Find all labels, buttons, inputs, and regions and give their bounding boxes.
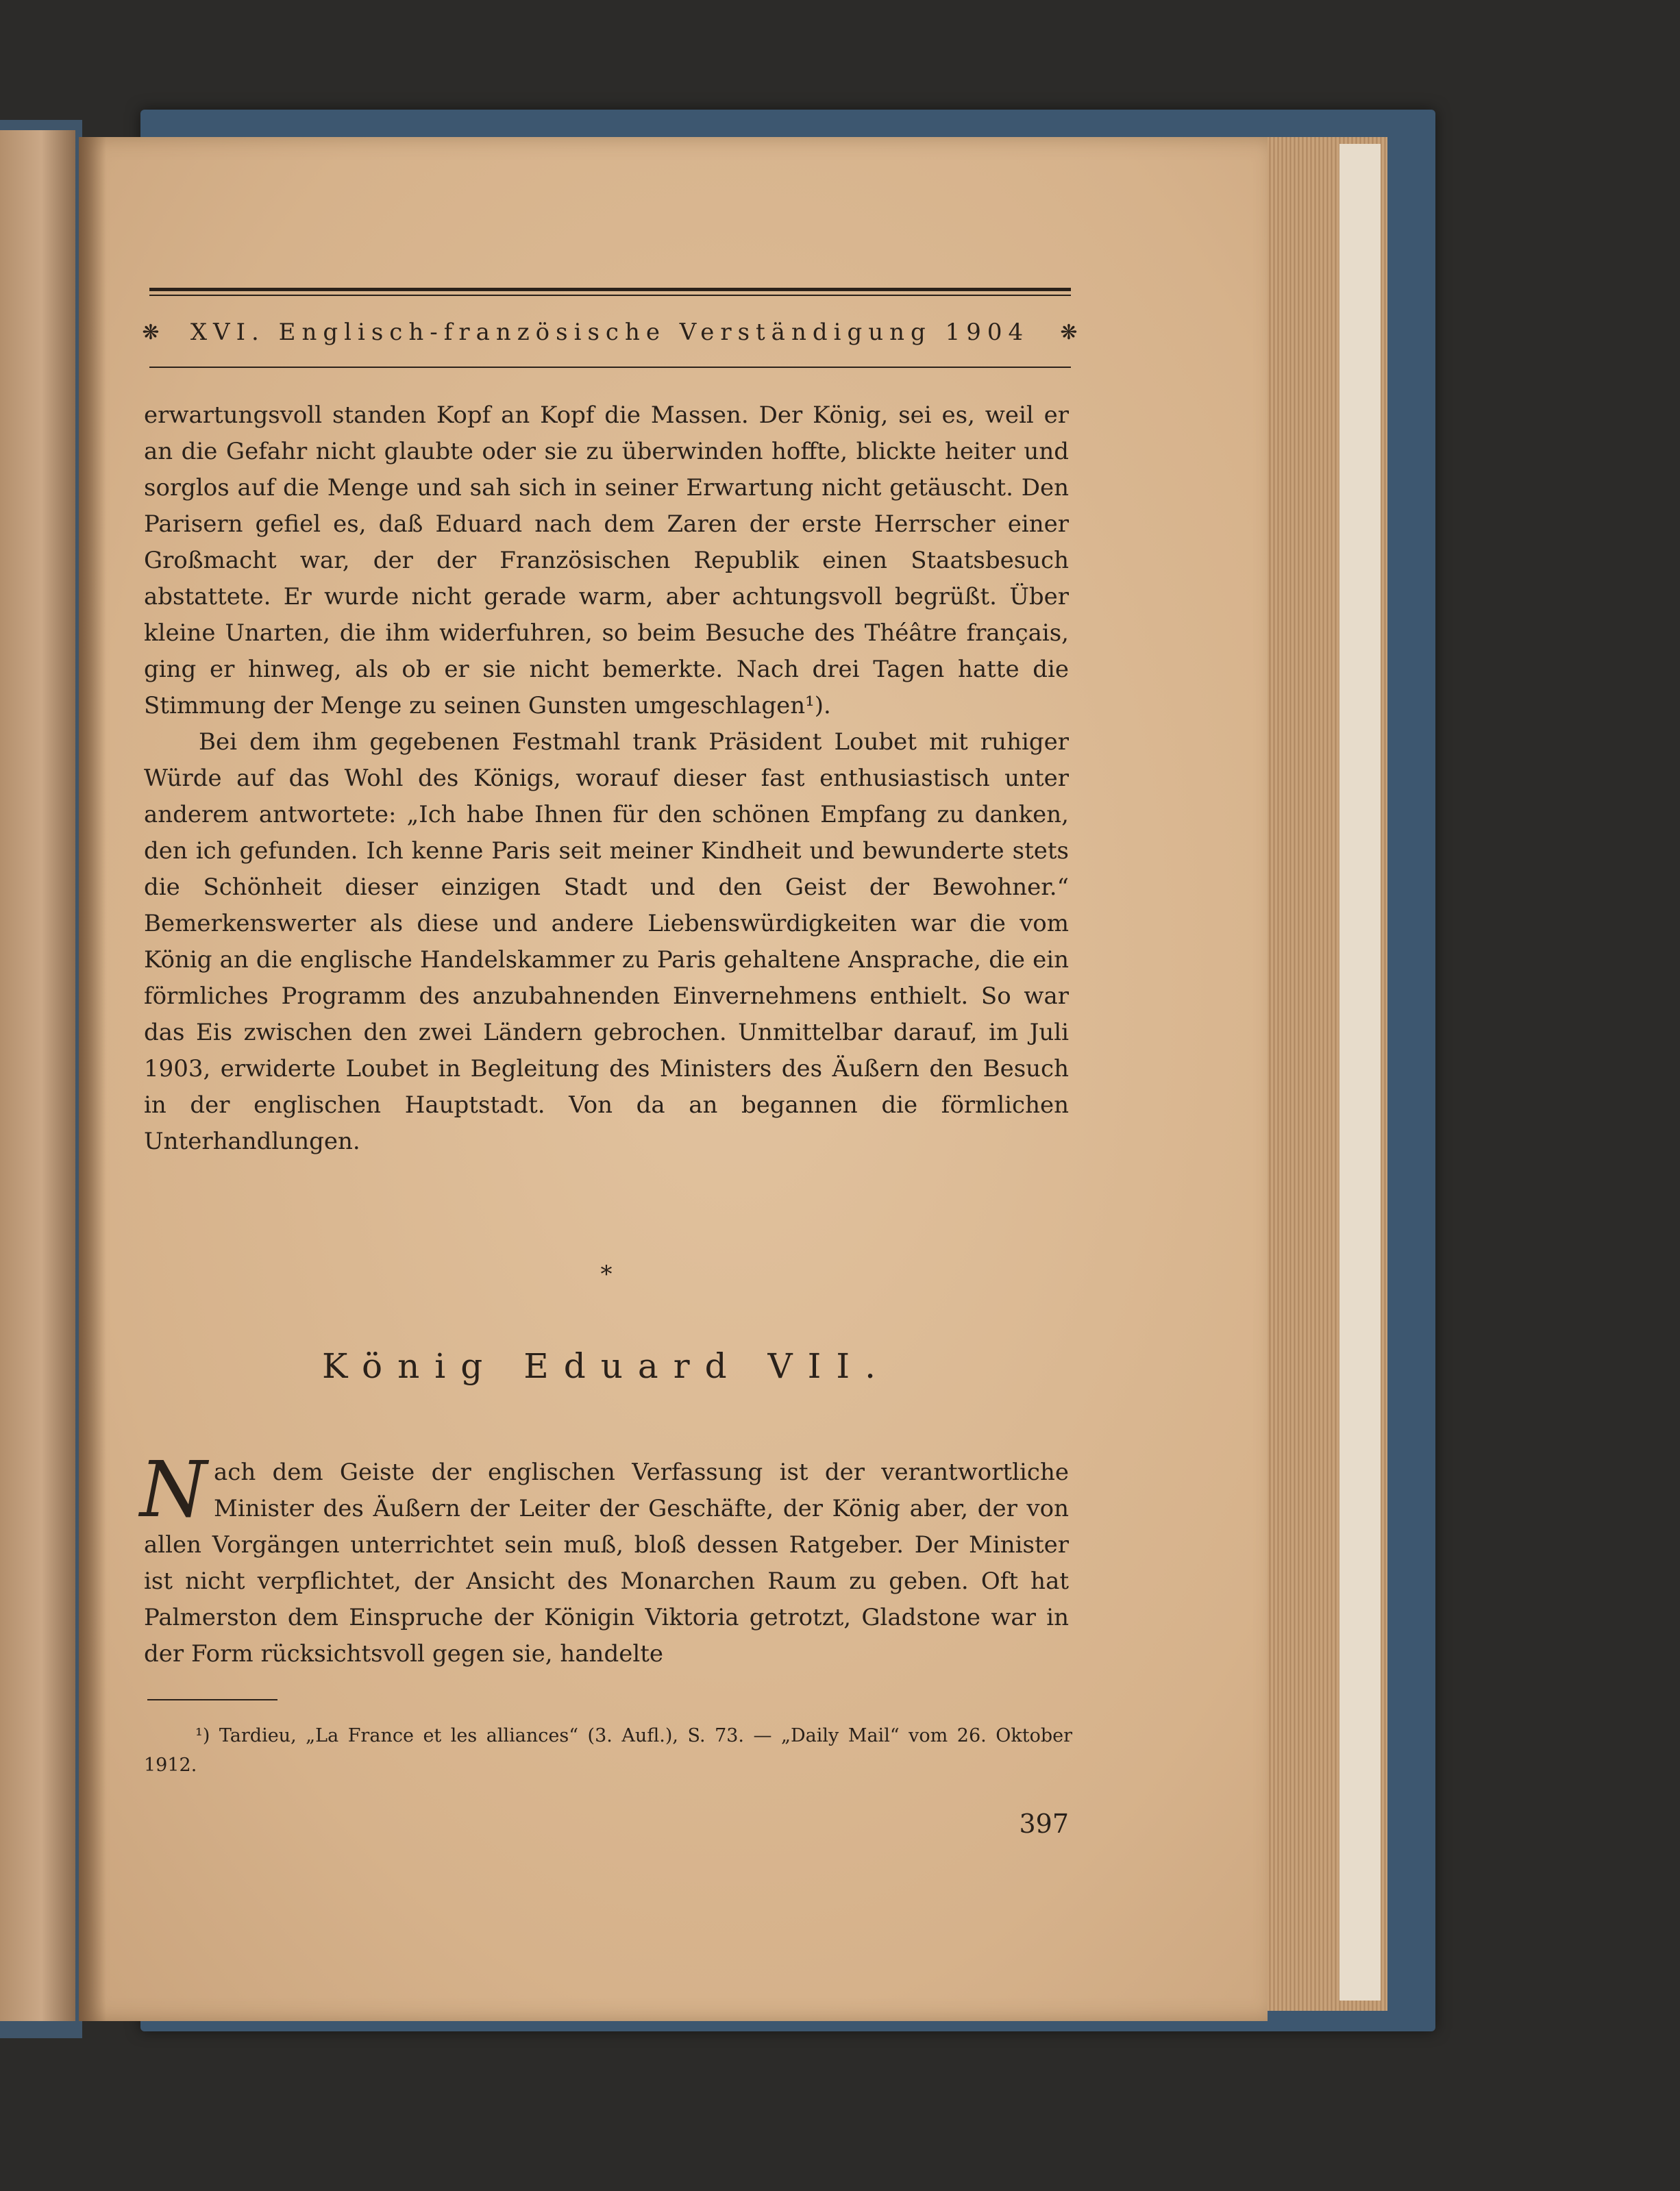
section-title: König Eduard VII.	[321, 1346, 891, 1386]
endpaper-edge	[1339, 144, 1381, 2001]
running-head-title: XVI. Englisch-französische Verständigung 1904	[190, 319, 1030, 346]
drop-cap: N	[140, 1446, 207, 1535]
page-number: 397	[1019, 1809, 1069, 1839]
ornament-right-icon: ❋	[1060, 320, 1078, 345]
left-page-edge	[0, 130, 75, 2021]
paragraph-2: Bei dem ihm gegebenen Festmahl trank Präsident Loubet mit ruhiger Würde auf das Wohl des Königs, worauf dieser fast enthusiastisch unter anderem antwortete: „Ich habe Ihnen für den schönen Empfang zu danken, den ich gefunden. Ich kenne Paris seit meiner Kindheit und bewunderte stets die Schönheit dieser einzigen Stadt und den Geist der Bewohner.“ Bemerkenswerter als diese und andere Liebenswürdigkeiten war die vom König an die englische Handelskammer zu Paris gehaltene Ansprache, die ein förmliches Programm des anzubahnenden Einvernehmens enthielt. So war das Eis zwischen den zwei Ländern gebrochen. Unmittelbar darauf, im Juli 1903, erwiderte Loubet in Begleitung des Ministers des Äußern den Besuch in der englischen Hauptstadt. Von da an begannen die förmlichen Unterhandlungen.	[144, 728, 1069, 1155]
section-body	[140, 1446, 1069, 1672]
running-head-rule-top-thin	[149, 295, 1071, 296]
footnote-rule	[147, 1699, 277, 1700]
section-separator: *	[600, 1261, 613, 1288]
ornament-left-icon: ❋	[142, 320, 160, 345]
footnote: ¹) Tardieu, „La France et les alliances“ (3. Aufl.), S. 73. — „Daily Mail“ vom 26. Oktober 1912.	[144, 1725, 1072, 1776]
page-gutter-shadow	[79, 137, 106, 2021]
running-head	[137, 315, 1083, 349]
running-head-rule-bottom	[149, 367, 1071, 368]
section-paragraph: ach dem Geiste der englischen Verfassung ist der verantwortliche Minister des Äußern der Leiter der Geschäfte, der König aber, der von allen Vorgängen unterrichtet sein muß, bloß dessen Ratgeber. Der Minister ist nicht verpflichtet, der Ansicht des Monarchen Raum zu geben. Oft hat Palmerston dem Einspruche der Königin Viktoria getrotzt, Gladstone war in der Form rücksichtsvoll gegen sie, handelte	[144, 1459, 1069, 1668]
body-text	[144, 397, 1069, 1160]
running-head-rule-top	[149, 288, 1071, 291]
paragraph-1: erwartungsvoll standen Kopf an Kopf die Massen. Der König, sei es, weil er an die Gefahr nicht glaubte oder sie zu überwinden hoffte, blickte heiter und sorglos auf die Menge und sah sich in seiner Erwartung nicht getäuscht. Den Parisern gefiel es, daß Eduard nach dem Zaren der erste Herrscher einer Großmacht war, der der Französischen Republik einen Staatsbesuch abstattete. Er wurde nicht gerade warm, aber achtungsvoll begrüßt. Über kleine Unarten, die ihm widerfuhren, so beim Besuche des Théâtre français, ging er hinweg, als ob er sie nicht bemerkte. Nach drei Tagen hatte die Stimmung der Menge zu seinen Gunsten umgeschlagen¹).	[144, 401, 1069, 719]
